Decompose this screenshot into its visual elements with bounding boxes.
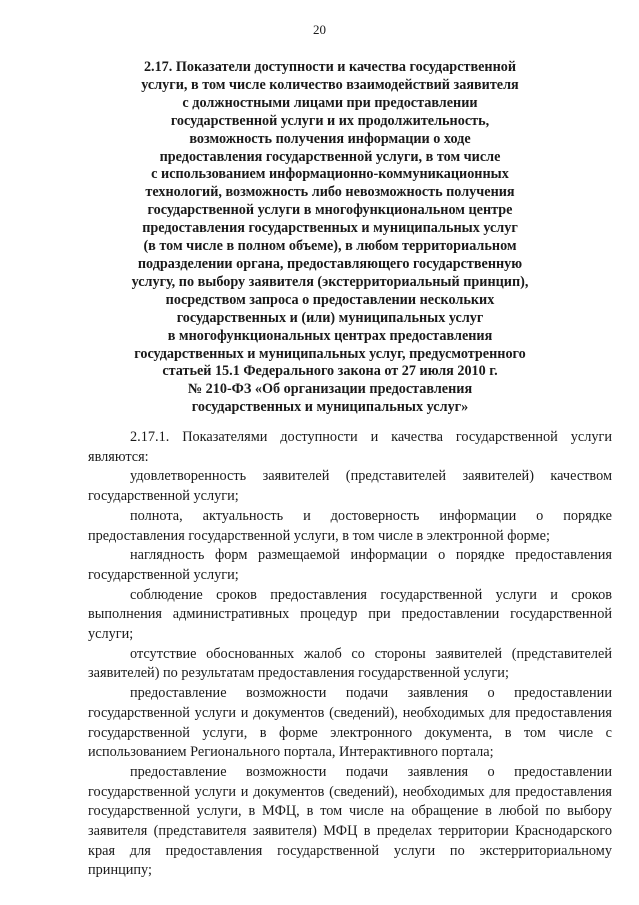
heading-line: государственной услуги в многофункциональном центре bbox=[147, 202, 513, 219]
heading-line: возможность получения информации о ходе bbox=[189, 130, 471, 147]
heading-line: государственных и (или) муниципальных услуг bbox=[176, 309, 484, 326]
heading-line: предоставления государственных и муниципальных услуг bbox=[142, 220, 518, 237]
heading-line: (в том числе в полном объеме), в любом территориальном bbox=[143, 238, 517, 255]
paragraph-item: предоставление возможности подачи заявления о предоставлении государственной услуги и документов (сведений), необходимых для предоставления государственной услуги, в форме электронного документа, в том числе с использованием Регионального портала, Интерактивного портала; bbox=[88, 685, 612, 761]
heading-line: технологий, возможность либо невозможность получения bbox=[145, 184, 515, 201]
heading-line: статьей 15.1 Федерального закона от 27 июля 2010 г. bbox=[162, 363, 498, 380]
section-heading bbox=[100, 59, 560, 417]
paragraph-item: соблюдение сроков предоставления государственной услуги и сроков выполнения административных процедур при предоставлении государственной услуги; bbox=[88, 586, 612, 643]
paragraph-item: полнота, актуальность и достоверность информации о порядке предоставления государственной услуги, в том числе в электронной форме; bbox=[88, 507, 612, 544]
heading-line: с должностными лицами при предоставлении bbox=[182, 94, 478, 111]
heading-line: в многофункциональных центрах предоставления bbox=[167, 327, 493, 344]
heading-line: 2.17. Показатели доступности и качества государственной bbox=[143, 59, 517, 75]
body-text bbox=[88, 428, 612, 881]
heading-line: посредством запроса о предоставлении нескольких bbox=[165, 291, 495, 308]
paragraph-item: наглядность форм размещаемой информации о порядке предоставления государственной услуги; bbox=[88, 547, 612, 583]
heading-line: № 210-ФЗ «Об организации предоставления bbox=[187, 381, 473, 398]
heading-line: с использованием информационно-коммуникационных bbox=[151, 166, 509, 183]
paragraph-item: удовлетворенность заявителей (представителей заявителей) качеством государственной услуги; bbox=[88, 468, 612, 505]
paragraph-item: предоставление возможности подачи заявления о предоставлении государственной услуги и документов (сведений), необходимых для предоставления государственной услуги, в МФЦ, в том числе на обращение в любой по выбору заявителя (представителя заявителя) МФЦ в пределах территории Краснодарского края для предоставления государственной услуги по экстерриториальному принципу; bbox=[88, 763, 612, 879]
heading-line: услугу, по выбору заявителя (экстерриториальный принцип), bbox=[131, 273, 529, 290]
page-number: 20 bbox=[313, 22, 326, 37]
heading-line: предоставления государственной услуги, в том числе bbox=[159, 148, 501, 165]
heading-line: государственных и муниципальных услуг» bbox=[191, 399, 469, 416]
paragraph-item: отсутствие обоснованных жалоб со стороны заявителей (представителей заявителей) по результатам предоставления государственной услуги; bbox=[88, 645, 612, 682]
heading-line: государственных и муниципальных услуг, предусмотренного bbox=[134, 345, 526, 362]
heading-line: государственной услуги и их продолжительность, bbox=[170, 112, 490, 129]
heading-line: подразделении органа, предоставляющего государственную bbox=[137, 255, 523, 272]
heading-line: услуги, в том числе количество взаимодействий заявителя bbox=[141, 76, 519, 93]
paragraph-intro: 2.17.1. Показателями доступности и качества государственной услуги являются: bbox=[88, 429, 612, 465]
